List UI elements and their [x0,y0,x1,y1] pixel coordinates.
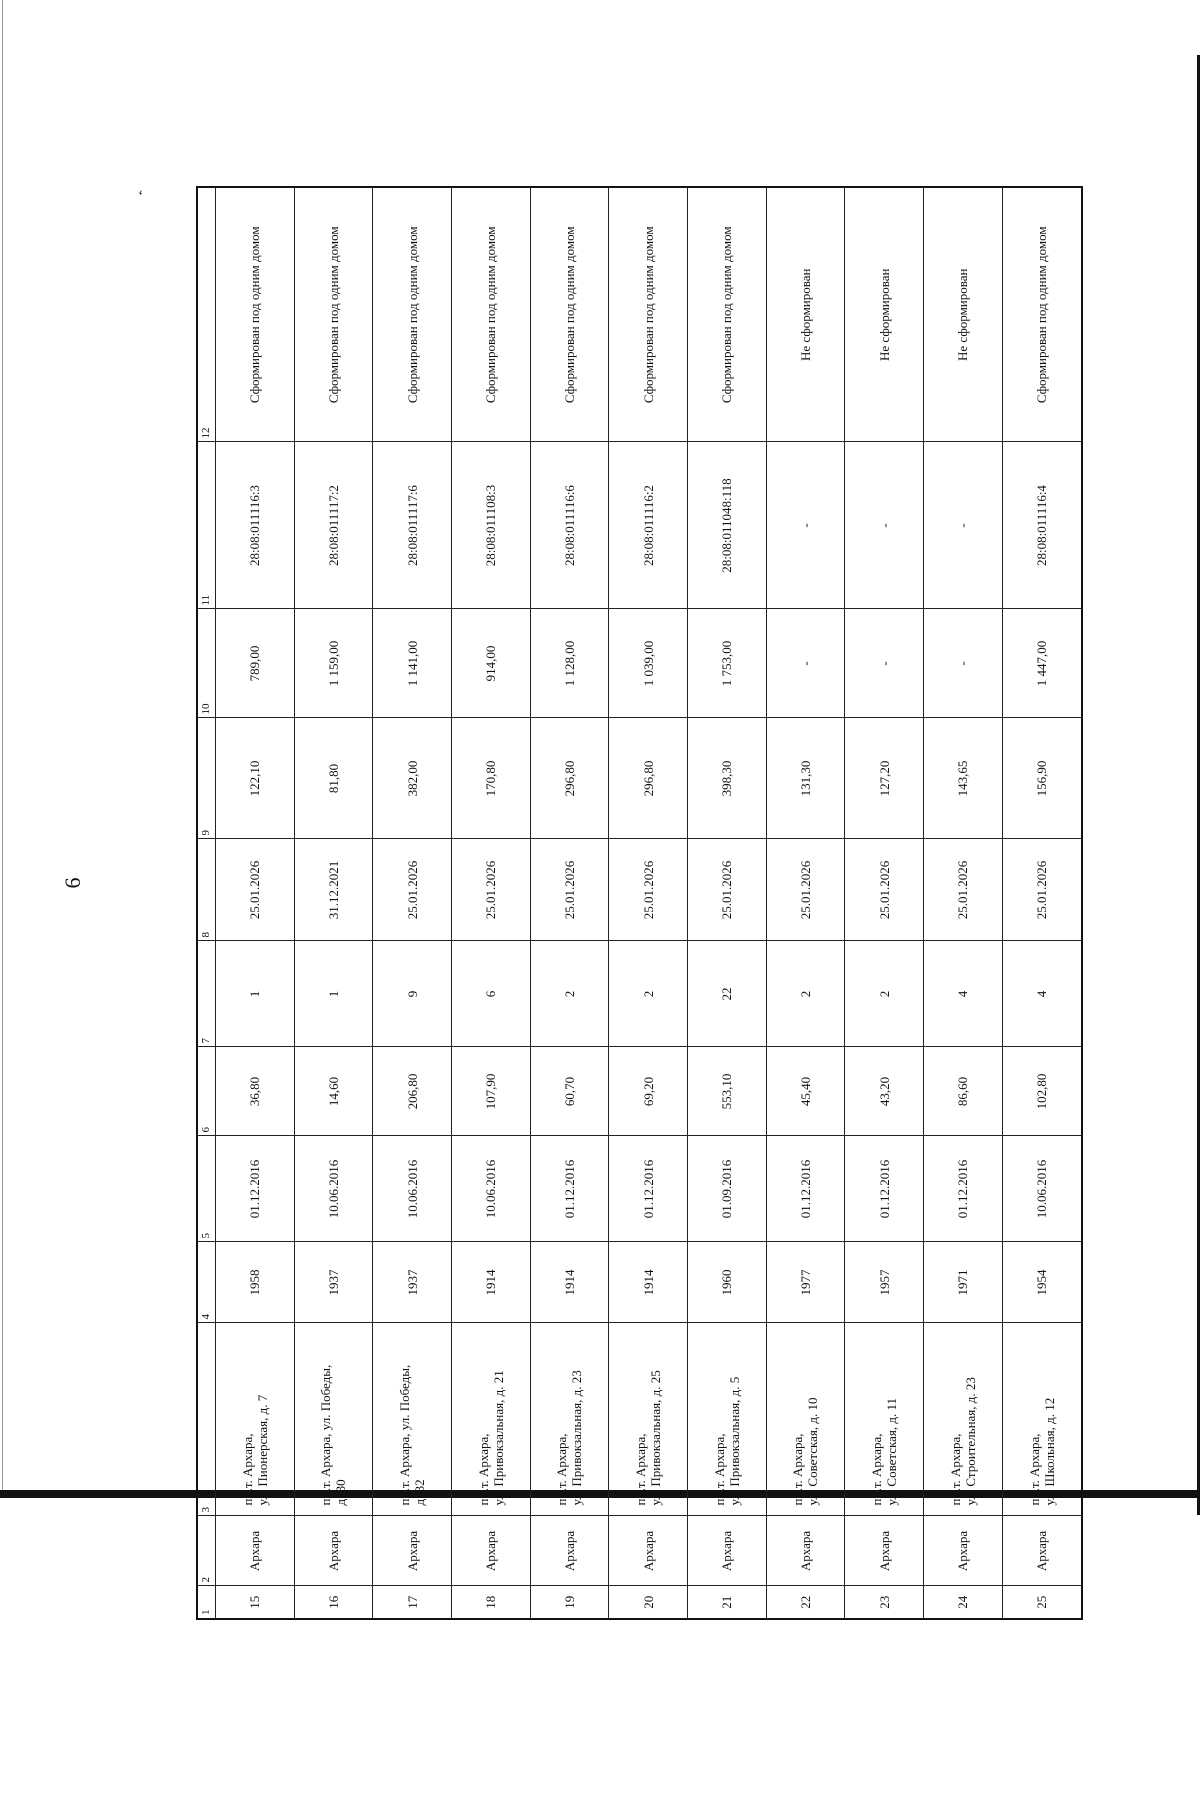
column-header: 4 [197,1242,216,1323]
table-row [845,187,924,1619]
address-line: д. 32 [412,1479,428,1506]
register-table [196,186,1083,1620]
row-number-cell: 15 [216,1586,295,1619]
status-cell: Не сформирован [766,187,845,442]
count-cell: 2 [609,941,688,1047]
column-header: 6 [197,1047,216,1136]
row-number-cell: 18 [451,1586,530,1619]
address-line: ул. Привокзальная, д. 5 [726,1376,742,1506]
value-cell: 398,30 [687,718,766,839]
address-cell [766,1323,845,1516]
area-cell: 36,80 [216,1047,295,1136]
column-header: 7 [197,941,216,1047]
value-cell: 382,00 [373,718,452,839]
table-row [609,187,688,1619]
value-cell: 131,30 [766,718,845,839]
build-year-cell: 1958 [216,1242,295,1323]
date-end-cell: 25.01.2026 [451,839,530,941]
rotated-table-wrapper [196,188,1083,1620]
area-cell: 102,80 [1002,1047,1082,1136]
address-cell [845,1323,924,1516]
table-row [294,187,373,1619]
cadastral-number-cell: 28:08:011117:6 [373,442,452,609]
address-line: ул. Пионерская, д. 7 [254,1394,270,1506]
column-header: 3 [197,1323,216,1516]
row-number-cell: 25 [1002,1586,1082,1619]
cadastral-number-cell: - [845,442,924,609]
locality-cell: Архара [294,1516,373,1586]
date-start-cell: 01.12.2016 [766,1136,845,1242]
date-end-cell: 25.01.2026 [923,839,1002,941]
plot-area-cell: 1 753,00 [687,609,766,718]
row-number-cell: 24 [923,1586,1002,1619]
build-year-cell: 1914 [530,1242,609,1323]
status-cell: Не сформирован [923,187,1002,442]
address-cell [609,1323,688,1516]
row-number-cell: 23 [845,1586,924,1619]
row-number-cell: 19 [530,1586,609,1619]
date-end-cell: 25.01.2026 [373,839,452,941]
build-year-cell: 1971 [923,1242,1002,1323]
address-line: ул. Привокзальная, д. 21 [490,1370,506,1506]
scan-mark: ‘ [138,188,144,205]
plot-area-cell: 1 141,00 [373,609,452,718]
date-start-cell: 01.12.2016 [923,1136,1002,1242]
area-cell: 43,20 [845,1047,924,1136]
build-year-cell: 1914 [451,1242,530,1323]
address-line: п.г.т. Архара, [947,1433,963,1506]
status-cell: Сформирован под одним домом [1002,187,1082,442]
address-line: п.г.т. Архара, [869,1433,885,1506]
build-year-cell: 1957 [845,1242,924,1323]
area-cell: 14,60 [294,1047,373,1136]
address-line: п.г.т. Архара, [554,1433,570,1506]
address-cell [294,1323,373,1516]
locality-cell: Архара [609,1516,688,1586]
locality-cell: Архара [766,1516,845,1586]
date-end-cell: 25.01.2026 [845,839,924,941]
status-cell: Сформирован под одним домом [451,187,530,442]
status-cell: Сформирован под одним домом [294,187,373,442]
count-cell: 1 [294,941,373,1047]
cadastral-number-cell: 28:08:011108:3 [451,442,530,609]
date-end-cell: 25.01.2026 [530,839,609,941]
date-start-cell: 10.06.2016 [373,1136,452,1242]
scan-left-edge [2,0,3,1490]
table-row [216,187,295,1619]
date-end-cell: 25.01.2026 [609,839,688,941]
column-header: 9 [197,718,216,839]
build-year-cell: 1937 [373,1242,452,1323]
row-number-cell: 22 [766,1586,845,1619]
count-cell: 6 [451,941,530,1047]
plot-area-cell: 1 039,00 [609,609,688,718]
plot-area-cell: - [766,609,845,718]
area-cell: 107,90 [451,1047,530,1136]
locality-cell: Архара [451,1516,530,1586]
build-year-cell: 1914 [609,1242,688,1323]
build-year-cell: 1937 [294,1242,373,1323]
address-cell [216,1323,295,1516]
area-cell: 553,10 [687,1047,766,1136]
locality-cell: Архара [1002,1516,1082,1586]
value-cell: 156,90 [1002,718,1082,839]
area-cell: 69,20 [609,1047,688,1136]
date-end-cell: 25.01.2026 [1002,839,1082,941]
address-cell [1002,1323,1082,1516]
address-line: ул. Советская, д. 11 [884,1397,900,1506]
address-line: ул. Привокзальная, д. 25 [648,1370,664,1506]
table-row [923,187,1002,1619]
area-cell: 86,60 [923,1047,1002,1136]
column-header: 11 [197,442,216,609]
cadastral-number-cell: 28:08:011116:6 [530,442,609,609]
header-row [197,187,216,1619]
plot-area-cell: 1 159,00 [294,609,373,718]
address-line: ул. Привокзальная, д. 23 [569,1370,585,1506]
column-header: 10 [197,609,216,718]
area-cell: 206,80 [373,1047,452,1136]
address-line: п.г.т. Архара, [790,1433,806,1506]
table-row [451,187,530,1619]
count-cell: 4 [923,941,1002,1047]
cadastral-number-cell: 28:08:011116:2 [609,442,688,609]
address-cell [530,1323,609,1516]
date-start-cell: 10.06.2016 [451,1136,530,1242]
locality-cell: Архара [845,1516,924,1586]
value-cell: 81,80 [294,718,373,839]
address-line: п.г.т. Архара, ул. Победы, [318,1364,334,1506]
locality-cell: Архара [923,1516,1002,1586]
table-row [766,187,845,1619]
row-number-cell: 20 [609,1586,688,1619]
value-cell: 296,80 [609,718,688,839]
address-line: п.г.т. Архара, [239,1433,255,1506]
address-cell [451,1323,530,1516]
table-body [216,187,1083,1619]
address-line: п.г.т. Архара, [1026,1433,1042,1506]
status-cell: Сформирован под одним домом [373,187,452,442]
value-cell: 122,10 [216,718,295,839]
address-line: д. 30 [333,1479,349,1506]
area-cell: 45,40 [766,1047,845,1136]
column-header: 5 [197,1136,216,1242]
plot-area-cell: 914,00 [451,609,530,718]
build-year-cell: 1954 [1002,1242,1082,1323]
cadastral-number-cell: 28:08:011116:3 [216,442,295,609]
build-year-cell: 1960 [687,1242,766,1323]
plot-area-cell: 1 447,00 [1002,609,1082,718]
date-start-cell: 01.12.2016 [530,1136,609,1242]
cadastral-number-cell: - [923,442,1002,609]
address-cell [687,1323,766,1516]
date-start-cell: 01.12.2016 [609,1136,688,1242]
locality-cell: Архара [687,1516,766,1586]
build-year-cell: 1977 [766,1242,845,1323]
value-cell: 170,80 [451,718,530,839]
count-cell: 2 [766,941,845,1047]
status-cell: Сформирован под одним домом [687,187,766,442]
page-number: 6 [60,877,85,889]
address-cell [923,1323,1002,1516]
address-line: ул. Строительная, д. 23 [962,1377,978,1506]
address-line: ул. Советская, д. 10 [805,1397,821,1506]
cadastral-number-cell: 28:08:011048:118 [687,442,766,609]
cadastral-number-cell: 28:08:011116:4 [1002,442,1082,609]
area-cell: 60,70 [530,1047,609,1136]
row-number-cell: 16 [294,1586,373,1619]
value-cell: 296,80 [530,718,609,839]
date-start-cell: 01.09.2016 [687,1136,766,1242]
count-cell: 9 [373,941,452,1047]
value-cell: 127,20 [845,718,924,839]
locality-cell: Архара [216,1516,295,1586]
table-row [530,187,609,1619]
cadastral-number-cell: - [766,442,845,609]
status-cell: Не сформирован [845,187,924,442]
date-end-cell: 25.01.2026 [766,839,845,941]
count-cell: 2 [845,941,924,1047]
count-cell: 1 [216,941,295,1047]
table-row [687,187,766,1619]
status-cell: Сформирован под одним домом [609,187,688,442]
locality-cell: Архара [373,1516,452,1586]
address-line: п.г.т. Архара, [633,1433,649,1506]
address-line: ул. Школьная, д. 12 [1041,1397,1057,1506]
address-line: п.г.т. Архара, [711,1433,727,1506]
table-row [373,187,452,1619]
value-cell: 143,65 [923,718,1002,839]
column-header: 2 [197,1516,216,1586]
address-line: п.г.т. Архара, ул. Победы, [397,1364,413,1506]
plot-area-cell: 789,00 [216,609,295,718]
date-end-cell: 25.01.2026 [216,839,295,941]
table-row [1002,187,1082,1619]
count-cell: 2 [530,941,609,1047]
column-header: 8 [197,839,216,941]
plot-area-cell: 1 128,00 [530,609,609,718]
count-cell: 4 [1002,941,1082,1047]
date-start-cell: 01.12.2016 [845,1136,924,1242]
column-header: 12 [197,187,216,442]
row-number-cell: 17 [373,1586,452,1619]
count-cell: 22 [687,941,766,1047]
column-header: 1 [197,1586,216,1619]
status-cell: Сформирован под одним домом [530,187,609,442]
plot-area-cell: - [923,609,1002,718]
plot-area-cell: - [845,609,924,718]
locality-cell: Архара [530,1516,609,1586]
address-cell [373,1323,452,1516]
date-end-cell: 25.01.2026 [687,839,766,941]
date-start-cell: 10.06.2016 [294,1136,373,1242]
date-start-cell: 10.06.2016 [1002,1136,1082,1242]
cadastral-number-cell: 28:08:011117:2 [294,442,373,609]
address-line: п.г.т. Архара, [475,1433,491,1506]
date-end-cell: 31.12.2021 [294,839,373,941]
date-start-cell: 01.12.2016 [216,1136,295,1242]
row-number-cell: 21 [687,1586,766,1619]
status-cell: Сформирован под одним домом [216,187,295,442]
